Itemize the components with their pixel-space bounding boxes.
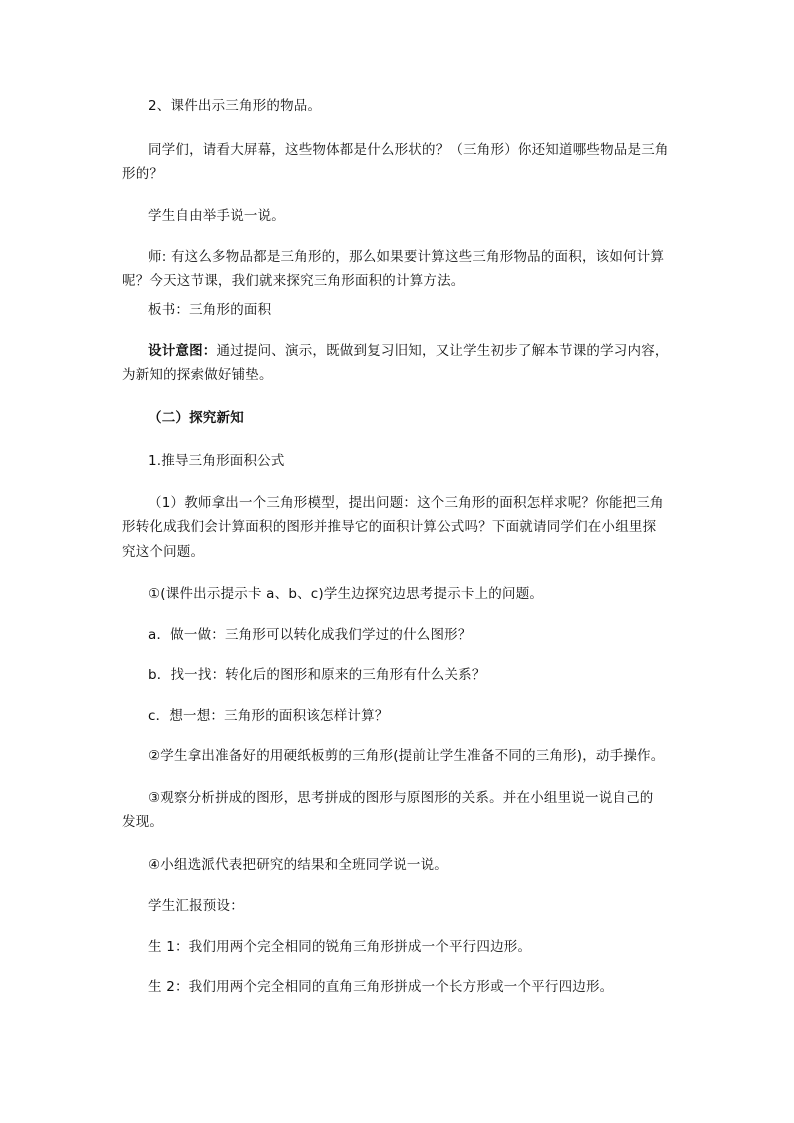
subsection-heading: 1.推导三角形面积公式 [148,453,285,469]
text-line: c．想一想：三角形的面积该怎样计算？ [148,708,389,724]
text-line: a．做一做：三角形可以转化成我们学过的什么图形？ [148,627,472,643]
text-line: 同学们，请看大屏幕，这些物体都是什么形状的？（三角形）你还知道哪些物品是三角 [148,142,669,158]
text-line: 究这个问题。 [122,544,205,560]
text-line: 生 2：我们用两个完全相同的直角三角形拼成一个长方形或一个平行四边形。 [148,979,614,995]
design-intent-line [148,341,669,361]
text-line: 发现。 [122,814,164,830]
text-line: 生 1：我们用两个完全相同的锐角三角形拼成一个平行四边形。 [148,939,532,955]
text-line: 形的？ [122,166,164,182]
text-line: 2、课件出示三角形的物品。 [148,98,322,114]
text-line: 呢？今天这节课，我们就来探究三角形面积的计算方法。 [122,273,465,289]
section-heading: （二）探究新知 [148,410,244,426]
text-line: （1）教师拿出一个三角形模型，提出问题：这个三角形的面积怎样求呢？你能把三角 [148,495,664,511]
text-line: ③观察分析拼成的图形，思考拼成的图形与原图形的关系。并在小组里说一说自己的 [148,790,654,806]
text-line: 师: 有这么多物品都是三角形的，那么如果要计算这些三角形物品的面积，该如何计算 [148,249,665,265]
text-line: ④小组选派代表把研究的结果和全班同学说一说。 [148,857,449,873]
text-line: ②学生拿出准备好的用硬纸板剪的三角形(提前让学生准备不同的三角形)，动手操作。 [148,748,665,764]
text-line: ①(课件出示提示卡 a、b、c)学生边探究边思考提示卡上的问题。 [148,586,544,602]
text-line: 学生自由举手说一说。 [148,208,285,224]
text-line: 为新知的探索做好铺垫。 [122,367,273,383]
text-line: 板书：三角形的面积 [148,302,272,318]
design-intent-label: 设计意图： [148,343,217,359]
text-line: b．找一找：转化后的图形和原来的三角形有什么关系？ [148,667,486,683]
text-line: 形转化成我们会计算面积的图形并推导它的面积计算公式吗？下面就请同学们在小组里探 [122,519,657,535]
design-intent-text: 通过提问、演示，既做到复习旧知，又让学生初步了解本节课的学习内容， [216,343,669,359]
text-line: 学生汇报预设： [148,898,244,914]
